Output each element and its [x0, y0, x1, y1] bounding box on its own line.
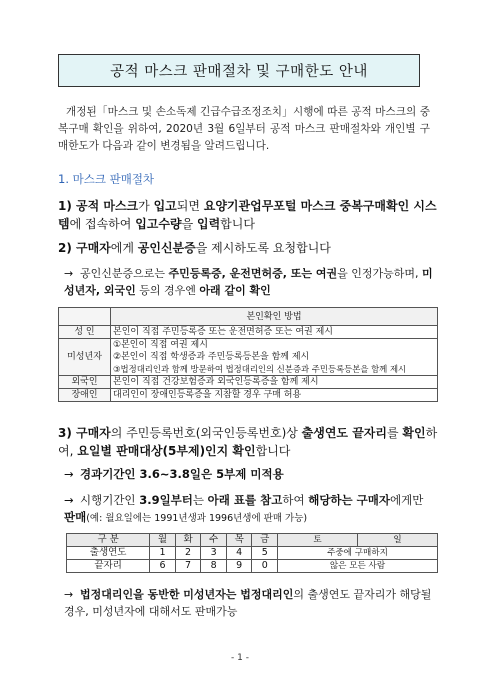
step-1: 1) 공적 마스크가 입고되면 요양기관업무포털 마스크 중복구매확인 시스템에 접속하여 입고수량을 입력합니다	[58, 199, 437, 231]
page-number: - 1 -	[231, 653, 249, 663]
step-3: 3) 구매자의 주민등록번호(외국인등록번호)상 출생연도 끝자리를 확인하여, 요일별 판매대상(5부제)인지 확인합니다	[58, 426, 438, 458]
arrow-icon: →	[64, 588, 74, 601]
arrow-icon: →	[64, 493, 74, 507]
intro-paragraph: 개정된「마스크 및 손소독제 긴급수급조정조치」시행에 따른 공적 마스크의 중복구매 확인을 위하여, 2020년 3월 6일부터 공적 마스크 판매절차와 개인별 구매한도가 다음과 같이 변경됨을 알려드립니다.	[58, 106, 430, 152]
id-verification-table	[58, 307, 438, 402]
table-row: 끝자리 6 7 8 9 0 않은 모든 사람	[67, 560, 438, 573]
section-heading: 1. 마스크 판매절차	[58, 172, 155, 186]
final-note: → 법정대리인을 동반한 미성년자는 법정대리인의 출생연도 끝자리가 해당될 경우, 미성년자에 대해서도 판매가능	[64, 588, 432, 618]
arrow-icon: →	[64, 267, 74, 280]
step-3-note-2: → 시행기간인 3.9일부터는 아래 표를 참고하여 해당하는 구매자에게만 판매(예: 월요일에는 1991년생과 1996년생에 판매 가능)	[64, 493, 424, 524]
table-row: 미성년자 ①본인이 직접 여권 제시 ②본인이 직접 학생증과 주민등록등본을 함께 제시 ③법정대리인과 함께 방문하여 법정대리인의 신분증과 주민등록등본을 함께 제시	[59, 339, 438, 376]
five-day-rotation-table	[66, 533, 438, 573]
page-title: 공적 마스크 판매절차 및 구매한도 안내	[58, 54, 420, 87]
arrow-icon: →	[64, 467, 74, 481]
step-2-note: → 공인신분증으로는 주민등록증, 운전면허증, 또는 여권을 인정가능하며, 미성년자, 외국인 등의 경우엔 아래 같이 확인	[64, 267, 433, 297]
step-2: 2) 구매자에게 공인신분증을 제시하도록 요청합니다	[58, 241, 331, 255]
table-row: 성 인 본인이 직접 주민등록증 또는 운전면허증 또는 여권 제시	[59, 326, 438, 339]
table-header-row: 구 분 월 화 수 목 금 토 일	[67, 534, 438, 547]
table-row: 장애인 대리인이 장애인등록증을 지참할 경우 구매 허용	[59, 389, 438, 402]
step-3-note-1: → 경과기간인 3.6~3.8일은 5부제 미적용	[64, 467, 284, 481]
table-header: 본인확인 방법	[111, 308, 438, 326]
table-row: 출생연도 1 2 3 4 5 주중에 구매하지	[67, 547, 438, 560]
table-row: 외국인 본인이 직접 건강보험증과 외국인등록증을 함께 제시	[59, 376, 438, 389]
